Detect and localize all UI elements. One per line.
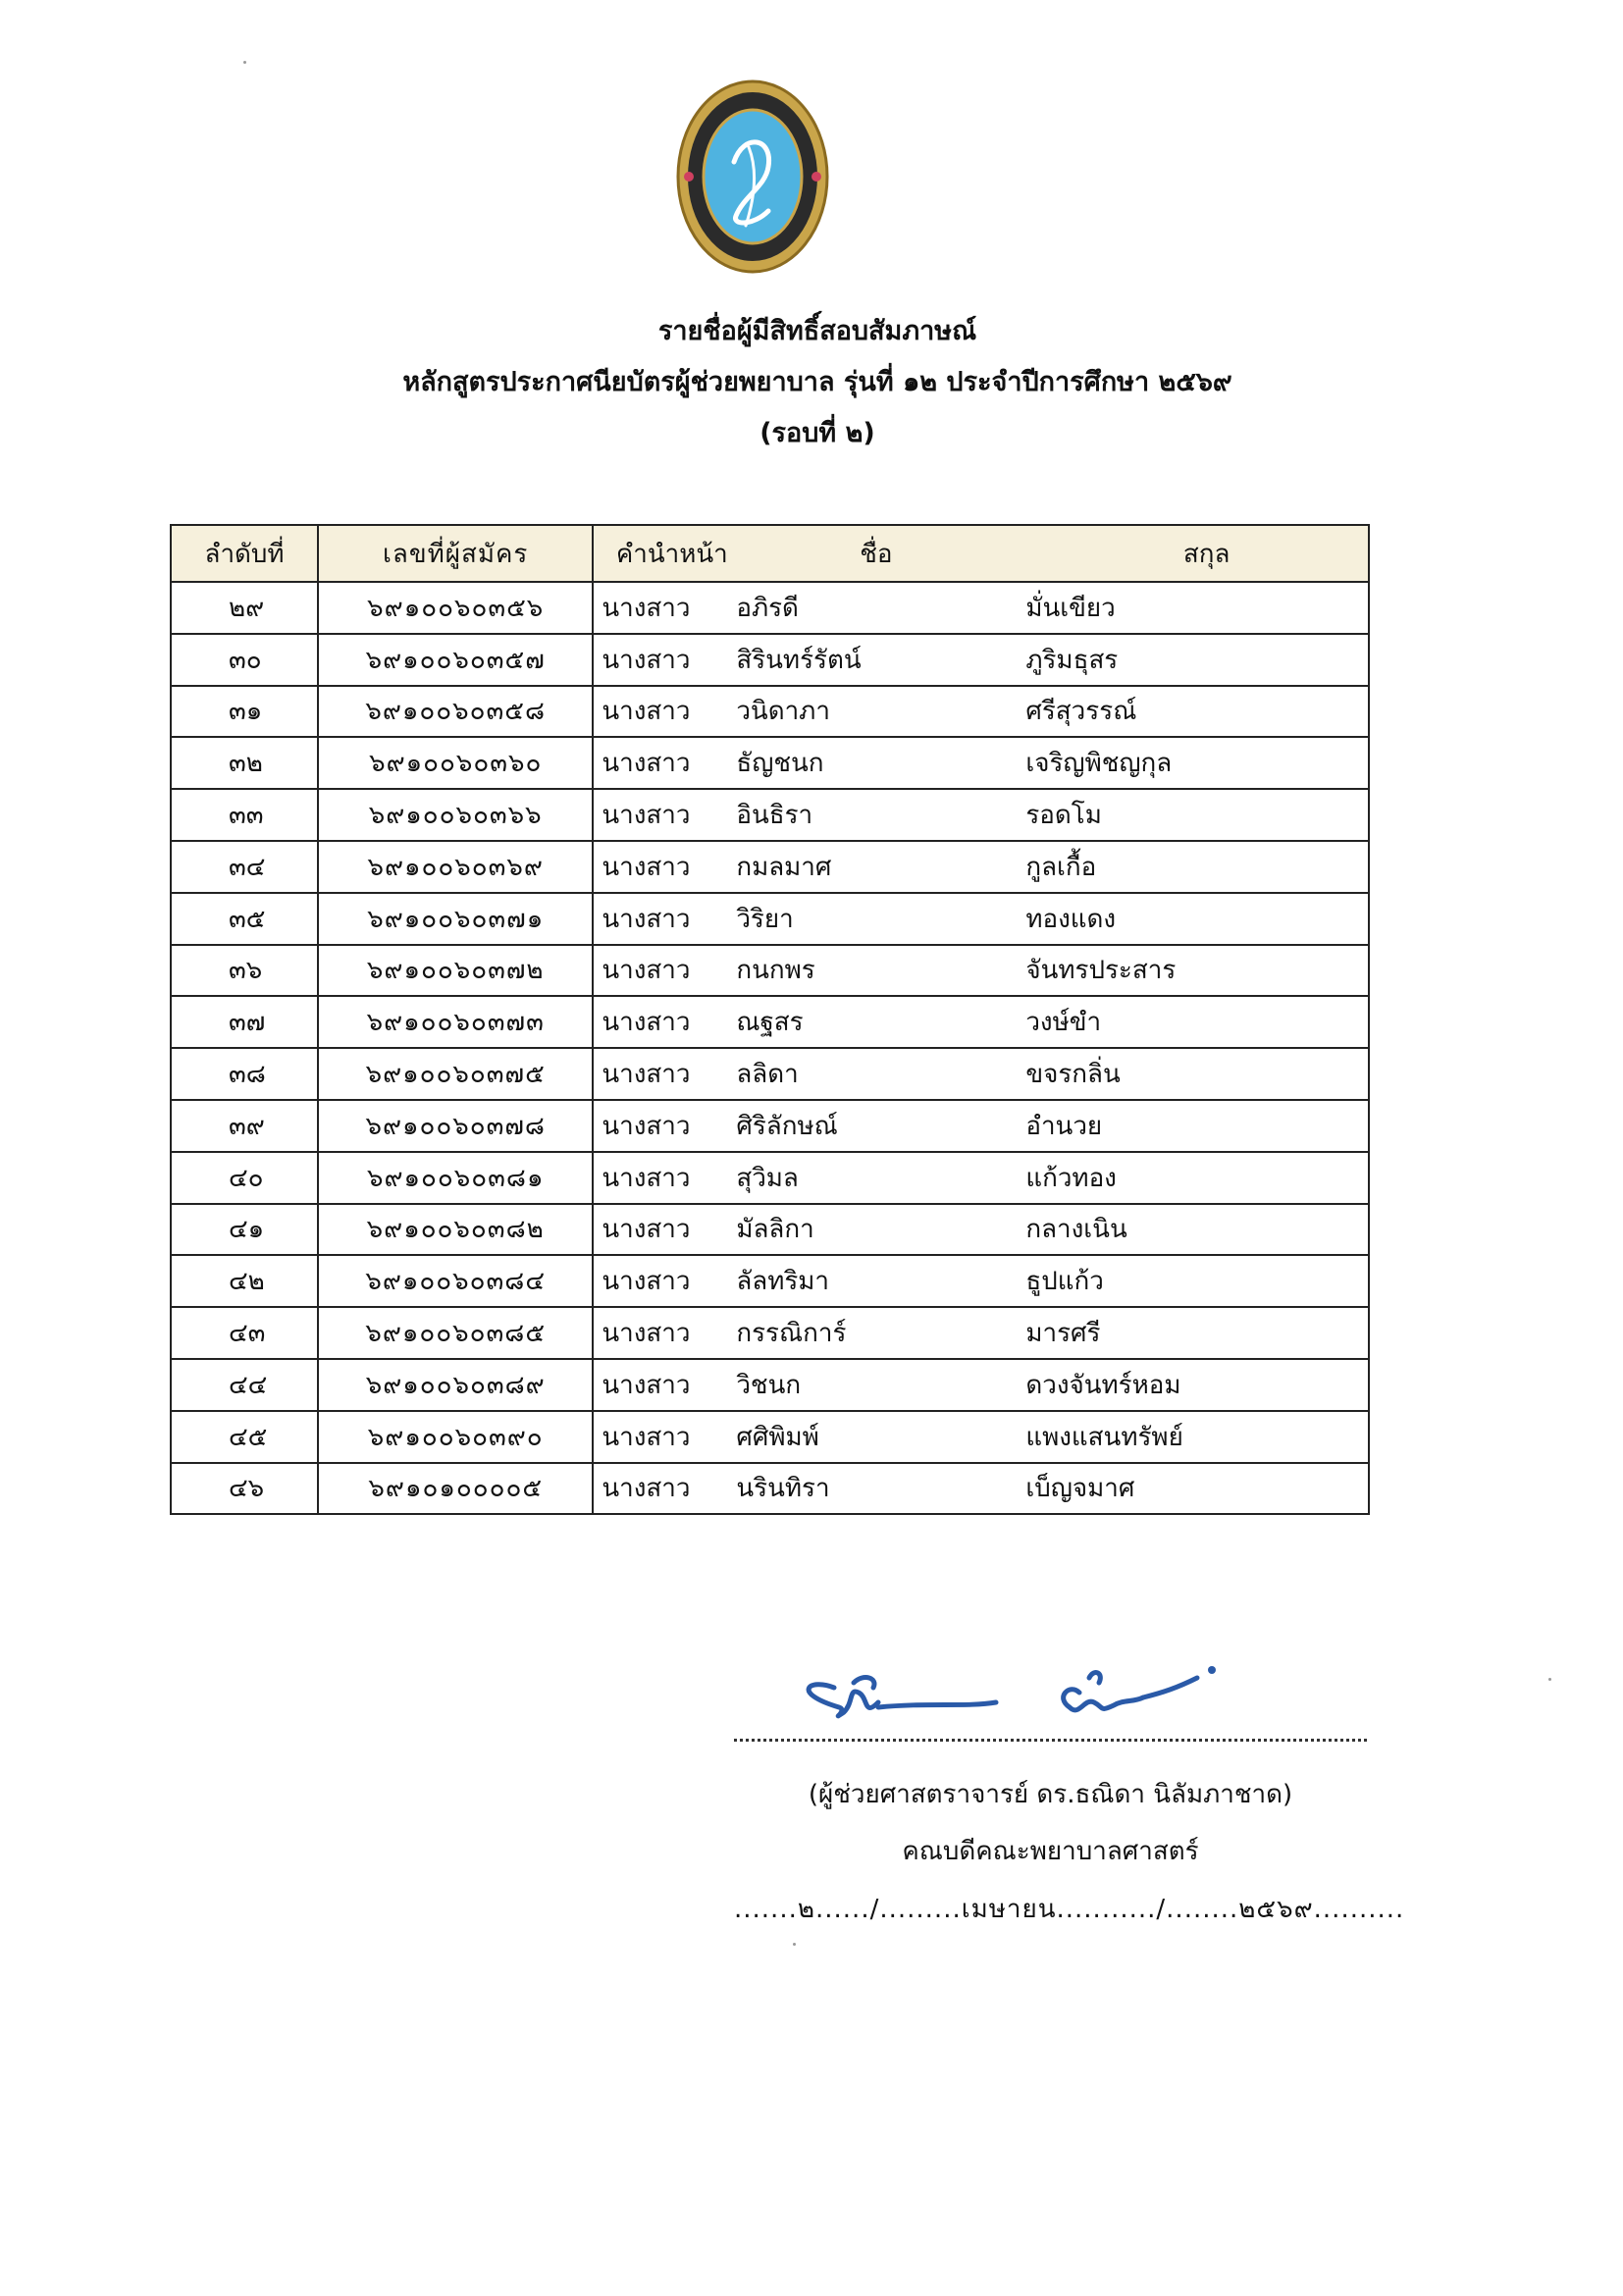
cell-first-name: วนิดาภา: [736, 697, 830, 727]
cell-first-name: อินธิรา: [736, 801, 813, 831]
cell-last-name: ดวงจันทร์หอม: [1025, 1370, 1181, 1400]
scan-speck: [793, 1943, 796, 1946]
table-row: [171, 1463, 1369, 1515]
cell-first-name: วิริยา: [736, 904, 794, 934]
cell-prefix: นางสาว: [602, 1474, 691, 1504]
cell-last-name: กูลเกื้อ: [1025, 852, 1097, 882]
table-row: [171, 737, 1369, 789]
cell-order: ๔๔: [171, 1359, 318, 1411]
cell-first-name: สุวิมล: [736, 1163, 799, 1193]
header-last-name: สกุล: [1182, 539, 1230, 569]
cell-name-group: [593, 1307, 1369, 1359]
cell-last-name: เจริญพิชญกุล: [1025, 749, 1173, 779]
cell-prefix: นางสาว: [602, 1370, 691, 1400]
table-row: [171, 582, 1369, 634]
cell-applicant-id: ๖๙๑๐๐๖๐๓๘๔: [318, 1255, 593, 1307]
scan-speck: [1548, 1678, 1551, 1681]
cell-name-group: [593, 1411, 1369, 1463]
title-line-1: รายชื่อผู้มีสิทธิ์สอบสัมภาษณ์: [657, 316, 977, 346]
cell-name-group: [593, 686, 1369, 738]
cell-name-group: [593, 841, 1369, 893]
cell-last-name: ทองแดง: [1025, 904, 1117, 934]
cell-prefix: นางสาว: [602, 1060, 691, 1090]
cell-last-name: กลางเนิน: [1025, 1215, 1127, 1245]
title-line-2: หลักสูตรประกาศนียบัตรผู้ช่วยพยาบาล รุ่นที่ ๑๒ ประจำปีการศึกษา ๒๕๖๙: [402, 367, 1232, 397]
cell-applicant-id: ๖๙๑๐๐๖๐๓๖๖: [318, 789, 593, 841]
cell-order: ๓๗: [171, 996, 318, 1048]
cell-first-name: กนกพร: [736, 956, 815, 986]
cell-order: ๔๖: [171, 1463, 318, 1515]
cell-applicant-id: ๖๙๑๐๐๖๐๓๗๒: [318, 945, 593, 997]
cell-first-name: อภิรดี: [736, 593, 799, 623]
header-name-group: [593, 525, 1369, 582]
cell-applicant-id: ๖๙๑๐๐๖๐๓๘๙: [318, 1359, 593, 1411]
cell-name-group: [593, 1463, 1369, 1515]
cell-applicant-id: ๖๙๑๐๐๖๐๓๘๑: [318, 1152, 593, 1204]
cell-order: ๔๑: [171, 1204, 318, 1256]
table-row: [171, 1152, 1369, 1204]
table-row: [171, 1204, 1369, 1256]
cell-applicant-id: ๖๙๑๐๐๖๐๓๘๕: [318, 1307, 593, 1359]
cell-order: ๓๖: [171, 945, 318, 997]
cell-prefix: นางสาว: [602, 1319, 691, 1349]
table-row: [171, 893, 1369, 945]
cell-first-name: ธัญชนก: [736, 749, 824, 779]
cell-order: ๔๒: [171, 1255, 318, 1307]
cell-first-name: สิรินทร์รัตน์: [736, 645, 862, 675]
cell-prefix: นางสาว: [602, 904, 691, 934]
signature-image: [731, 1648, 1369, 1747]
cell-name-group: [593, 1152, 1369, 1204]
candidate-table: [170, 524, 1370, 1515]
header-first-name: ชื่อ: [860, 539, 893, 569]
document-title-block: [0, 306, 1623, 459]
cell-last-name: ขจรกลิ่น: [1025, 1060, 1121, 1090]
cell-name-group: [593, 789, 1369, 841]
university-logo: [675, 78, 830, 275]
table-row: [171, 996, 1369, 1048]
cell-first-name: นรินทิรา: [736, 1474, 830, 1504]
cell-applicant-id: ๖๙๑๐๐๖๐๓๕๘: [318, 686, 593, 738]
signatory-name: (ผู้ช่วยศาสตราจารย์ ดร.ธณิดา นิลัมภาชาด): [808, 1780, 1293, 1809]
cell-applicant-id: ๖๙๑๐๐๖๐๓๗๘: [318, 1100, 593, 1152]
cell-last-name: แพงแสนทรัพย์: [1025, 1422, 1183, 1452]
cell-prefix: นางสาว: [602, 593, 691, 623]
cell-first-name: ศศิพิมพ์: [736, 1422, 819, 1452]
table-row: [171, 686, 1369, 738]
cell-order: ๓๓: [171, 789, 318, 841]
cell-applicant-id: ๖๙๑๐๐๖๐๓๕๖: [318, 582, 593, 634]
cell-first-name: ศิริลักษณ์: [736, 1111, 838, 1141]
cell-prefix: นางสาว: [602, 956, 691, 986]
cell-prefix: นางสาว: [602, 1008, 691, 1038]
cell-applicant-id: ๖๙๑๐๑๐๐๐๐๕: [318, 1463, 593, 1515]
cell-first-name: วิชนก: [736, 1370, 802, 1400]
cell-prefix: นางสาว: [602, 801, 691, 831]
cell-last-name: ศรีสุวรรณ์: [1025, 697, 1137, 727]
cell-prefix: นางสาว: [602, 1215, 691, 1245]
cell-name-group: [593, 1100, 1369, 1152]
cell-order: ๓๔: [171, 841, 318, 893]
cell-applicant-id: ๖๙๑๐๐๖๐๓๖๙: [318, 841, 593, 893]
cell-first-name: มัลลิกา: [736, 1215, 814, 1245]
cell-order: ๔๐: [171, 1152, 318, 1204]
cell-last-name: อำนวย: [1025, 1111, 1103, 1141]
signature-line: [734, 1739, 1367, 1742]
cell-name-group: [593, 1359, 1369, 1411]
cell-order: ๓๕: [171, 893, 318, 945]
header-prefix: คำนำหน้า: [615, 539, 728, 569]
cell-first-name: ลัลทริมา: [736, 1267, 830, 1297]
signatory-position: คณบดีคณะพยาบาลศาสตร์: [902, 1837, 1199, 1866]
cell-applicant-id: ๖๙๑๐๐๖๐๓๘๒: [318, 1204, 593, 1256]
cell-applicant-id: ๖๙๑๐๐๖๐๓๗๕: [318, 1048, 593, 1100]
table-row: [171, 634, 1369, 686]
cell-name-group: [593, 582, 1369, 634]
cell-prefix: นางสาว: [602, 1111, 691, 1141]
table-row: [171, 841, 1369, 893]
scan-speck: [243, 61, 246, 64]
cell-name-group: [593, 996, 1369, 1048]
cell-first-name: ณฐสร: [736, 1008, 804, 1038]
cell-name-group: [593, 945, 1369, 997]
cell-applicant-id: ๖๙๑๐๐๖๐๓๙๐: [318, 1411, 593, 1463]
cell-name-group: [593, 737, 1369, 789]
table-row: [171, 1307, 1369, 1359]
cell-name-group: [593, 1204, 1369, 1256]
table-row: [171, 1411, 1369, 1463]
cell-first-name: กมลมาศ: [736, 852, 832, 882]
cell-first-name: ลลิดา: [736, 1060, 799, 1090]
cell-last-name: ธูปแก้ว: [1025, 1267, 1104, 1297]
cell-prefix: นางสาว: [602, 645, 691, 675]
cell-order: ๓๘: [171, 1048, 318, 1100]
header-id: เลขที่ผู้สมัคร: [318, 525, 593, 582]
cell-order: ๓๒: [171, 737, 318, 789]
cell-order: ๓๑: [171, 686, 318, 738]
cell-order: ๔๓: [171, 1307, 318, 1359]
cell-last-name: มั่นเขียว: [1025, 593, 1116, 623]
table-row: [171, 789, 1369, 841]
cell-last-name: ภูริมธุสร: [1025, 645, 1119, 675]
table-row: [171, 1048, 1369, 1100]
cell-prefix: นางสาว: [602, 697, 691, 727]
cell-prefix: นางสาว: [602, 1163, 691, 1193]
cell-order: ๓๐: [171, 634, 318, 686]
cell-name-group: [593, 1255, 1369, 1307]
cell-last-name: แก้วทอง: [1025, 1163, 1117, 1193]
cell-applicant-id: ๖๙๑๐๐๖๐๓๕๗: [318, 634, 593, 686]
cell-applicant-id: ๖๙๑๐๐๖๐๓๗๓: [318, 996, 593, 1048]
cell-last-name: วงษ์ขำ: [1025, 1008, 1102, 1038]
cell-prefix: นางสาว: [602, 852, 691, 882]
cell-order: ๔๕: [171, 1411, 318, 1463]
cell-applicant-id: ๖๙๑๐๐๖๐๓๖๐: [318, 737, 593, 789]
cell-first-name: กรรณิการ์: [736, 1319, 847, 1349]
cell-prefix: นางสาว: [602, 749, 691, 779]
cell-name-group: [593, 634, 1369, 686]
cell-last-name: จันทรประสาร: [1025, 956, 1177, 986]
table-row: [171, 1255, 1369, 1307]
cell-name-group: [593, 1048, 1369, 1100]
cell-last-name: รอดโม: [1025, 801, 1102, 831]
table-row: [171, 1100, 1369, 1152]
table-row: [171, 1359, 1369, 1411]
cell-order: ๒๙: [171, 582, 318, 634]
cell-name-group: [593, 893, 1369, 945]
cell-last-name: เบ็ญจมาศ: [1025, 1474, 1135, 1504]
header-order: ลำดับที่: [171, 525, 318, 582]
table-row: [171, 945, 1369, 997]
cell-applicant-id: ๖๙๑๐๐๖๐๓๗๑: [318, 893, 593, 945]
title-line-3: (รอบที่ ๒): [759, 418, 875, 448]
signature-date: .......๒....../.........เมษายน.........../........๒๕๖๙..........: [734, 1895, 1405, 1924]
cell-prefix: นางสาว: [602, 1267, 691, 1297]
cell-last-name: มารศรี: [1025, 1319, 1101, 1349]
cell-order: ๓๙: [171, 1100, 318, 1152]
cell-prefix: นางสาว: [602, 1422, 691, 1452]
table-header-row: [171, 525, 1369, 582]
